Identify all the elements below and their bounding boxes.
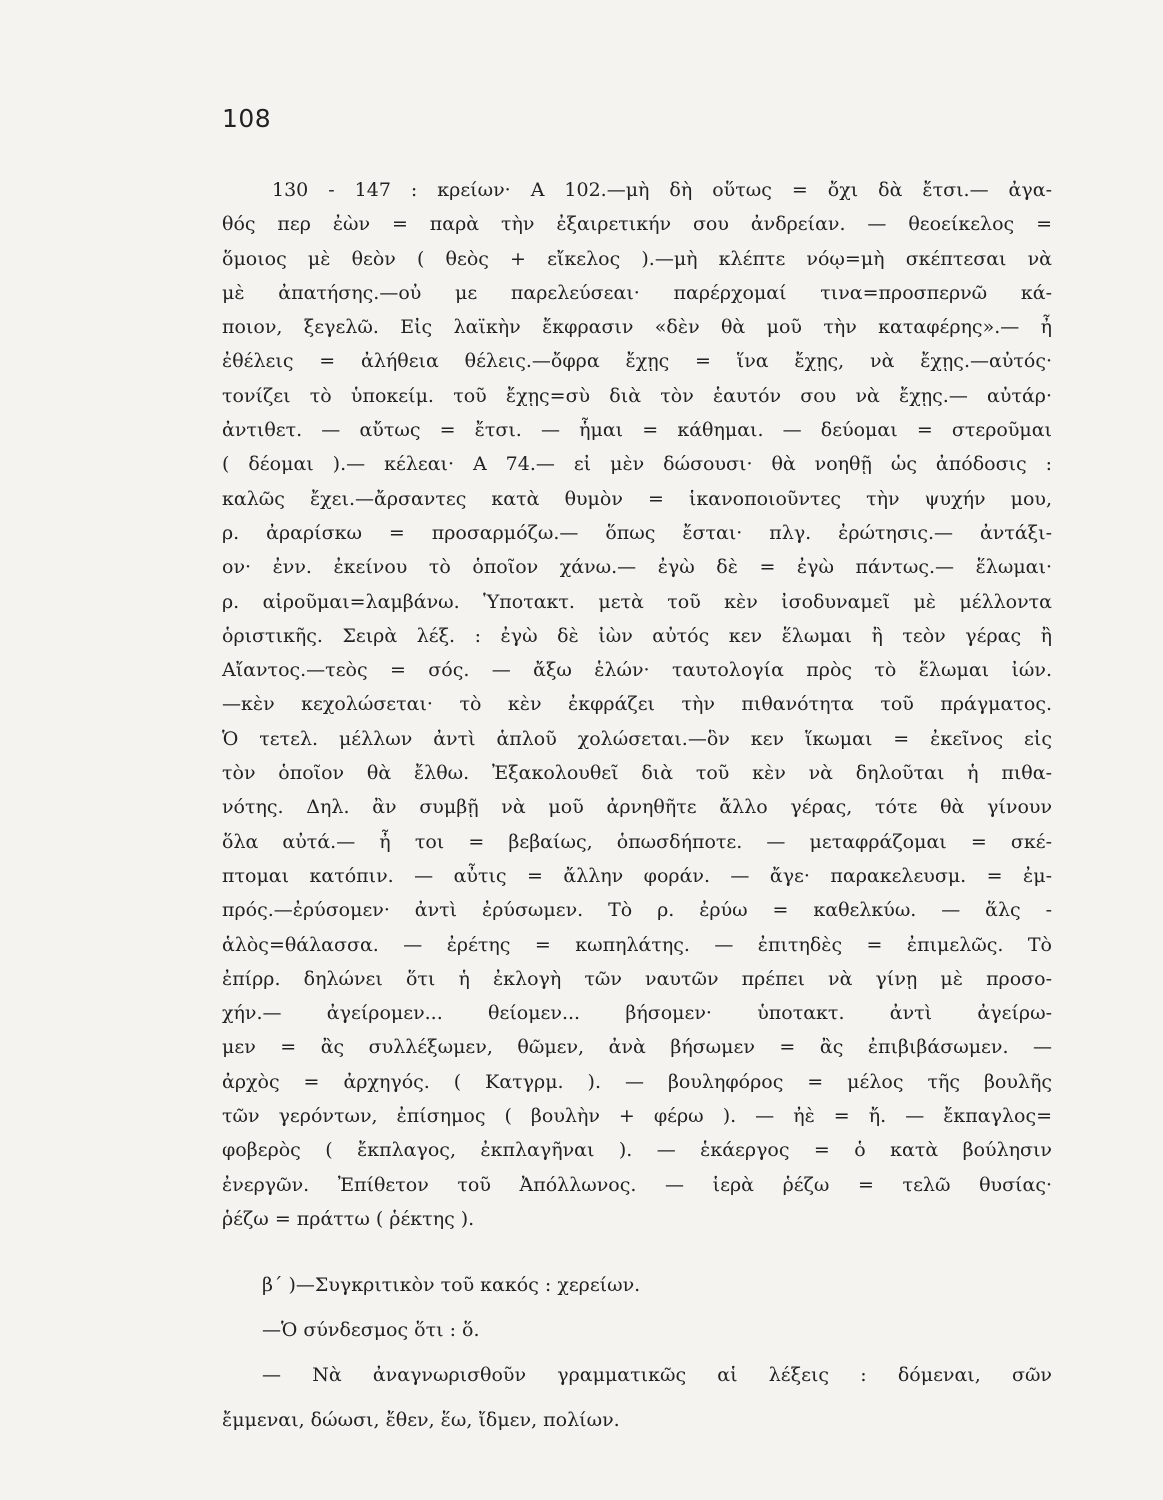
text-line: ἐθέλεις = ἀλήθεια θέλεις.—ὄφρα ἔχῃς = ἵνα ἔχῃς, νὰ ἔχῃς.—αὐτός·	[222, 350, 1052, 373]
text-line: ρ. αἱροῦμαι=λαμβάνω. Ὑποτακτ. μετὰ τοῦ κὲν ἰσοδυναμεῖ μὲ μέλλοντα	[222, 590, 1052, 613]
commentary-text	[222, 173, 1052, 1236]
text-line: τῶν γερόντων, ἐπίσημος ( βουλὴν + φέρω ). — ἠὲ = ἤ. — ἔκπαγλος=	[222, 1105, 1052, 1128]
text-line: Ὁ τετελ. μέλλων ἀντὶ ἁπλοῦ χολώσεται.—ὃν κεν ἵκωμαι = ἐκεῖνος εἰς	[222, 727, 1052, 750]
text-line: ὅλα αὐτά.— ἦ τοι = βεβαίως, ὁπωσδήποτε. — μεταφράζομαι = σκέ-	[222, 830, 1052, 853]
note-line: — Νὰ ἀναγνωρισθοῦν γραμματικῶς αἱ λέξεις : δόμεναι, σῶν	[262, 1364, 1052, 1386]
text-line: ον· ἐνν. ἐκείνου τὸ ὁποῖον χάνω.— ἐγὼ δὲ = ἐγὼ πάντως.— ἕλωμαι·	[222, 556, 1052, 579]
text-line: ὅμοιος μὲ θεὸν ( θεὸς + εἴκελος ).—μὴ κλέπτε νόῳ=μὴ σκέπτεσαι νὰ	[222, 247, 1052, 270]
page-number: 108	[222, 104, 272, 133]
text-line: ὁριστικῆς. Σειρὰ λέξ. : ἐγὼ δὲ ἰὼν αὐτός κεν ἕλωμαι ἢ τεὸν γέρας ἢ	[222, 624, 1052, 647]
text-line: θός περ ἐὼν = παρὰ τὴν ἐξαιρετικήν σου ἀνδρείαν. — θεοείκελος =	[222, 213, 1052, 236]
text-line: καλῶς ἔχει.—ἄρσαντες κατὰ θυμὸν = ἱκανοποιοῦντες τὴν ψυχήν μου,	[222, 487, 1052, 510]
text-line: μεν = ἂς συλλέξωμεν, θῶμεν, ἀνὰ βήσωμεν = ἂς ἐπιβιβάσωμεν. —	[222, 1036, 1052, 1059]
note-line: β΄ )—Συγκριτικὸν τοῦ κακός : χερείων.	[262, 1274, 641, 1296]
note-line: ἔμμεναι, δώωσι, ἔθεν, ἕω, ἴδμεν, πολίων.	[222, 1409, 620, 1431]
text-line: Αἴαντος.—τεὸς = σός. — ἄξω ἑλών· ταυτολογία πρὸς τὸ ἕλωμαι ἰών.	[222, 659, 1052, 682]
text-line: ἀρχὸς = ἀρχηγός. ( Κατγρμ. ). — βουληφόρος = μέλος τῆς βουλῆς	[222, 1070, 1052, 1093]
text-line: ἐπίρρ. δηλώνει ὅτι ἡ ἐκλογὴ τῶν ναυτῶν πρέπει νὰ γίνῃ μὲ προσο-	[222, 967, 1052, 990]
text-line: χήν.— ἀγείρομεν... θείομεν... βήσομεν· ὑποτακτ. ἀντὶ ἀγείρω-	[222, 1002, 1052, 1025]
text-line: ποιον, ξεγελῶ. Εἰς λαϊκὴν ἔκφρασιν «δὲν θὰ μοῦ τὴν καταφέρης».— ἦ	[222, 316, 1052, 339]
text-line: ρ. ἀραρίσκω = προσαρμόζω.— ὅπως ἔσται· πλγ. ἐρώτησις.— ἀντάξι-	[222, 521, 1052, 544]
text-line: πρός.—ἐρύσομεν· ἀντὶ ἐρύσωμεν. Τὸ ρ. ἐρύω = καθελκύω. — ἅλς -	[222, 899, 1052, 922]
text-line: νότης. Δηλ. ἂν συμβῇ νὰ μοῦ ἀρνηθῆτε ἄλλο γέρας, τότε θὰ γίνουν	[222, 796, 1052, 819]
text-line: —κὲν κεχολώσεται· τὸ κὲν ἐκφράζει τὴν πιθανότητα τοῦ πράγματος.	[222, 693, 1052, 716]
text-line: ἀντιθετ. — αὔτως = ἔτσι. — ἧμαι = κάθημαι. — δεύομαι = στεροῦμαι	[222, 419, 1052, 442]
text-line: πτομαι κατόπιν. — αὖτις = ἄλλην φοράν. — ἄγε· παρακελευσμ. = ἐμ-	[222, 864, 1052, 887]
text-line: ἐνεργῶν. Ἐπίθετον τοῦ Ἀπόλλωνος. — ἱερὰ ῥέζω = τελῶ θυσίας·	[222, 1173, 1052, 1196]
text-line: ( δέομαι ).— κέλεαι· Α 74.— εἰ μὲν δώσουσι· θὰ νοηθῇ ὡς ἀπόδοσις :	[222, 453, 1052, 476]
note-line: —Ὁ σύνδεσμος ὅτι : ὅ.	[262, 1319, 480, 1341]
text-line: ἁλὸς=θάλασσα. — ἐρέτης = κωπηλάτης. — ἐπιτηδὲς = ἐπιμελῶς. Τὸ	[222, 933, 1052, 956]
text-line: μὲ ἀπατήσης.—οὐ με παρελεύσεαι· παρέρχομαί τινα=προσπερνῶ κά-	[222, 281, 1052, 304]
grammar-notes	[222, 1263, 1052, 1443]
text-line: φοβερὸς ( ἔκπλαγος, ἐκπλαγῆναι ). — ἑκάεργος = ὁ κατὰ βούλησιν	[222, 1139, 1052, 1162]
text-line: τονίζει τὸ ὑποκείμ. τοῦ ἔχῃς=σὺ διὰ τὸν ἑαυτόν σου νὰ ἔχῃς.— αὐτάρ·	[222, 384, 1052, 407]
text-line: τὸν ὁποῖον θὰ ἔλθω. Ἐξακολουθεῖ διὰ τοῦ κὲν νὰ δηλοῦται ἡ πιθα-	[222, 762, 1052, 785]
text-line: ῥέζω = πράττω ( ῥέκτης ).	[222, 1207, 475, 1230]
text-line: 130 - 147 : κρείων· Α 102.—μὴ δὴ οὕτως = ὄχι δὰ ἔτσι.— ἀγα-	[272, 179, 1052, 201]
